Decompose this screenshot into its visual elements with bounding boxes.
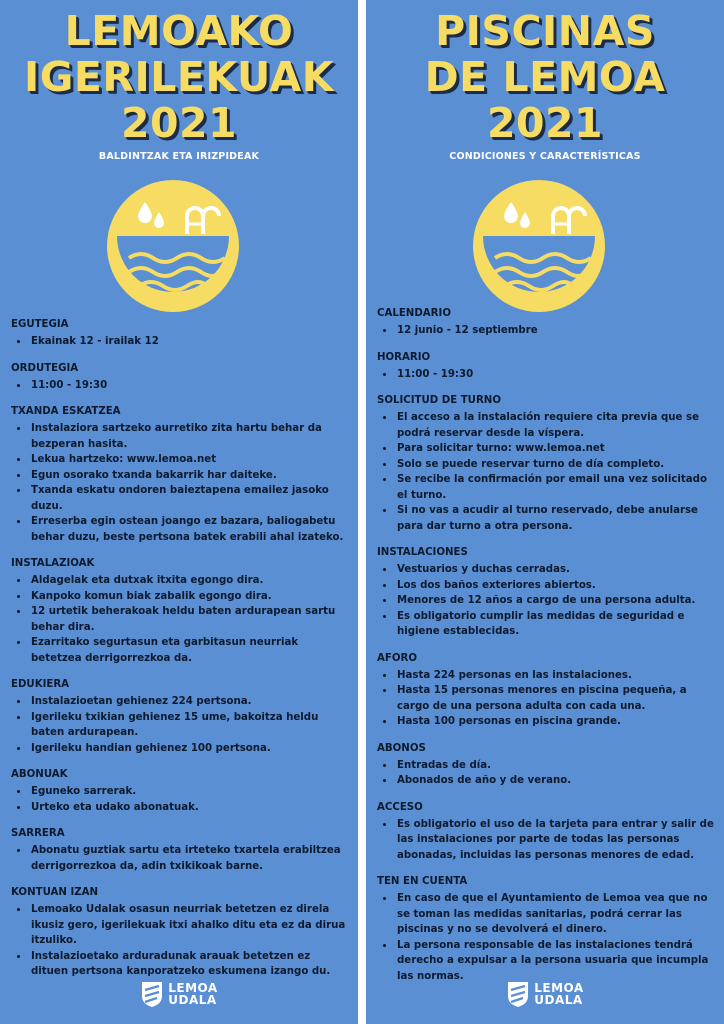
section: [11, 318, 350, 350]
list-item: • Aldagelak eta dutxak itxita egongo dira.: [29, 573, 350, 589]
list-item: • Igerileku txikian gehienez 15 ume, bakoitza heldu baten ardurapean.: [29, 710, 350, 741]
section-title: ABONUAK: [11, 769, 68, 780]
section: [377, 875, 716, 984]
panel-title: PISCINAS DE LEMOA 2021: [424, 7, 666, 147]
footer-line1: LEMOA: [534, 981, 584, 995]
footer-line1: LEMOA: [168, 981, 218, 995]
section-title: ABONOS: [377, 742, 426, 754]
panel-subtitle: BALDINTZAK ETA IRIZPIDEAK: [98, 151, 260, 162]
panel-title: LEMOAKO IGERILEKUAK 2021: [24, 7, 334, 147]
section: [11, 362, 350, 394]
section: [377, 742, 716, 789]
bullet-list: [11, 694, 350, 756]
section-title: HORARIO: [377, 351, 431, 363]
pool-icon: [107, 180, 239, 312]
list-item: • 12 urtetik beherakoak heldu baten ardurapean sartu behar dira.: [29, 604, 350, 635]
list-item: • Kanpoko komun biak zabalik egongo dira.: [29, 589, 350, 605]
section: [377, 652, 716, 730]
section: [11, 768, 350, 815]
list-item: • Solo se puede reservar turno de día completo.: [395, 457, 716, 473]
list-item: • Erreserba egin ostean joango ez bazara, baliogabetu behar duzu, beste pertsona batek erabili ahal izateko.: [29, 514, 350, 545]
bullet-list: [377, 562, 716, 640]
list-item: • El acceso a la instalación requiere cita previa que se podrá reservar desde la víspera.: [395, 410, 716, 441]
list-item: • Instalaziora sartzeko aurretiko zita hartu behar da bezperan hasita.: [29, 421, 350, 452]
list-item: • Instalazioetako arduradunak arauak betetzen ez dituen pertsona kanporatzeko eskumena izango du.: [29, 949, 350, 980]
list-item: • Instalazioetan gehienez 224 pertsona.: [29, 694, 350, 710]
list-item: • Hasta 15 personas menores en piscina pequeña, a cargo de una persona adulta con cada una.: [395, 683, 716, 714]
list-item: • Ekainak 12 - irailak 12: [29, 334, 350, 350]
list-item: • Menores de 12 años a cargo de una persona adulta.: [395, 593, 716, 609]
pool-icon: [473, 180, 605, 312]
list-item: • Para solicitar turno: www.lemoa.net: [395, 441, 716, 457]
section: [11, 557, 350, 666]
list-item: • Eguneko sarrerak.: [29, 784, 350, 800]
section-title: SOLICITUD DE TURNO: [377, 395, 501, 406]
section-title: EDUKIERA: [11, 679, 70, 690]
list-item: • Hasta 100 personas en piscina grande.: [395, 714, 716, 730]
list-item: • En caso de que el Ayuntamiento de Lemoa vea que no se toman las medidas sanitarias, podrá cerrar las piscinas y no se devolverá el dinero.: [395, 891, 716, 938]
list-item: • 12 junio - 12 septiembre: [395, 323, 716, 339]
list-item: • Egun osorako txanda bakarrik har daiteke.: [29, 468, 350, 484]
list-item: • La persona responsable de las instalaciones tendrá derecho a expulsar a la persona usuaria que incumpla las normas.: [395, 938, 716, 985]
bullet-list: [11, 902, 350, 980]
footer-line2: UDALA: [168, 993, 217, 1007]
list-item: • Urteko eta udako abonatuak.: [29, 800, 350, 816]
list-item: • Es obligatorio cumplir las medidas de seguridad e higiene establecidas.: [395, 609, 716, 640]
section-title: ORDUTEGIA: [11, 362, 79, 374]
section-title: EGUTEGIA: [11, 319, 69, 330]
bullet-list: [11, 843, 350, 874]
list-item: • Txanda eskatu ondoren baieztapena emailez jasoko duzu.: [29, 483, 350, 514]
footer-line2: UDALA: [534, 993, 583, 1007]
list-item: • Igerileku handian gehienez 100 pertsona.: [29, 741, 350, 757]
list-item: • Los dos baños exteriores abiertos.: [395, 578, 716, 594]
bullet-list: [377, 758, 716, 789]
section: [11, 886, 350, 980]
section: [377, 351, 716, 383]
basque-panel: [0, 0, 358, 1024]
list-item: • 11:00 - 19:30: [395, 367, 716, 383]
section: [11, 678, 350, 756]
section-title: AFORO: [377, 652, 418, 664]
section-title: SARRERA: [11, 828, 65, 839]
list-item: • Ezarritako segurtasun eta garbitasun neurriak betetzea derrigorrezkoa da.: [29, 635, 350, 666]
bullet-list: [377, 410, 716, 534]
rules-list: [377, 307, 716, 996]
section-title: CALENDARIO: [377, 308, 451, 319]
bullet-list: [11, 421, 350, 545]
list-item: • 11:00 - 19:30: [29, 378, 350, 394]
section-title: KONTUAN IZAN: [11, 887, 99, 898]
bullet-list: [11, 378, 350, 394]
list-item: • Si no vas a acudir al turno reservado, debe anularse para dar turno a otra persona.: [395, 503, 716, 534]
section-title: INSTALACIONES: [377, 547, 468, 558]
list-item: • Entradas de día.: [395, 758, 716, 774]
section-title: INSTALAZIOAK: [11, 558, 95, 569]
footer-logo: [0, 980, 358, 1012]
list-item: • Lekua hartzeko: www.lemoa.net: [29, 452, 350, 468]
list-item: • Hasta 224 personas en las instalaciones.: [395, 668, 716, 684]
section: [377, 801, 716, 864]
bullet-list: [377, 323, 716, 339]
footer-logo: [366, 980, 724, 1012]
bullet-list: [377, 668, 716, 730]
list-item: • Lemoako Udalak osasun neurriak betetzen ez direla ikusiz gero, igerilekuak itxi ahalko ditu eta ez da dirua itzuliko.: [29, 902, 350, 949]
bullet-list: [377, 367, 716, 383]
section: [11, 827, 350, 874]
section: [377, 307, 716, 339]
spanish-panel: [366, 0, 724, 1024]
section: [11, 405, 350, 545]
list-item: • Vestuarios y duchas cerradas.: [395, 562, 716, 578]
list-item: • Se recibe la confirmación por email una vez solicitado el turno.: [395, 472, 716, 503]
lemoa-emblem-icon: [140, 980, 164, 1008]
section-title: ACCESO: [377, 801, 423, 813]
list-item: • Abonados de año y de verano.: [395, 773, 716, 789]
panel-subtitle: CONDICIONES Y CARACTERÍSTICAS: [449, 151, 641, 162]
section: [377, 546, 716, 640]
bullet-list: [377, 891, 716, 984]
section-title: TXANDA ESKATZEA: [11, 406, 121, 417]
section: [377, 394, 716, 534]
bullet-list: [11, 334, 350, 350]
list-item: • Abonatu guztiak sartu eta irteteko txartela erabiltzea derrigorrezkoa da, adin txikikoak barne.: [29, 843, 350, 874]
bullet-list: [377, 817, 716, 864]
bullet-list: [11, 784, 350, 815]
rules-list: [11, 318, 350, 995]
list-item: • Es obligatorio el uso de la tarjeta para entrar y salir de las instalaciones por parte de todas las personas abonadas, incluidas las personas menores de edad.: [395, 817, 716, 864]
section-title: TEN EN CUENTA: [377, 876, 468, 887]
bullet-list: [11, 573, 350, 666]
lemoa-emblem-icon: [506, 980, 530, 1008]
